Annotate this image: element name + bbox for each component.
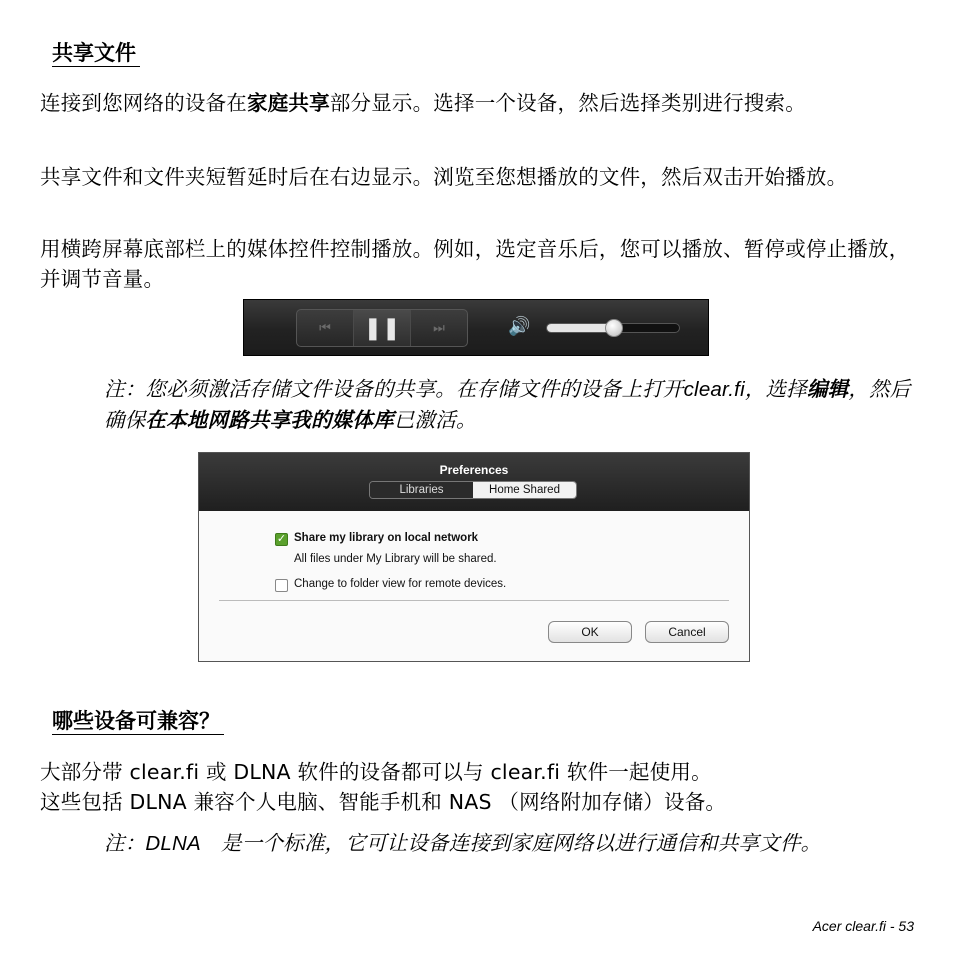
dialog-header bbox=[199, 453, 749, 511]
next-icon[interactable]: ⏭ bbox=[433, 320, 445, 336]
tab-libraries[interactable]: Libraries bbox=[370, 482, 473, 498]
text-span: 部分显示。选择一个设备，然后选择类别进行搜索。 bbox=[329, 91, 806, 115]
page-footer: Acer clear.fi - 53 bbox=[812, 918, 914, 934]
text-span: ，然后确保 bbox=[104, 377, 911, 432]
volume-icon[interactable]: 🔊 bbox=[508, 316, 531, 337]
dialog-title: Preferences bbox=[439, 463, 509, 477]
share-library-term: 在本地网路共享我的媒体库 bbox=[145, 408, 394, 432]
note-dlna bbox=[104, 828, 919, 859]
paragraph-shared-files: 共享文件和文件夹短暂延时后在右边显示。浏览至您想播放的文件，然后双击开始播放。 bbox=[40, 165, 848, 189]
preferences-dialog bbox=[198, 452, 750, 662]
prev-icon[interactable]: ⏮ bbox=[297, 310, 354, 346]
share-library-label: Share my library on local network bbox=[294, 532, 479, 544]
text-span: clear.fi bbox=[683, 378, 745, 401]
cancel-button[interactable]: Cancel bbox=[645, 621, 729, 643]
section-heading-share-files: 共享文件 bbox=[52, 40, 140, 67]
text-span: 是一个标准，它可让设备连接到家庭网络以进行通信和共享文件。 bbox=[221, 831, 822, 855]
paragraph-connect bbox=[40, 88, 920, 118]
volume-fill bbox=[547, 324, 613, 332]
media-control-bar bbox=[243, 299, 709, 356]
divider bbox=[219, 600, 729, 601]
text-span: 注： bbox=[104, 831, 146, 855]
volume-slider[interactable] bbox=[546, 323, 680, 333]
ok-button[interactable]: OK bbox=[548, 621, 632, 643]
note-enable-sharing bbox=[104, 374, 919, 435]
text-span: ，选择 bbox=[744, 377, 807, 401]
paragraph-compatible-1: 大部分带 clear.fi 或 DLNA 软件的设备都可以与 clear.fi 软件一起使用。 bbox=[40, 760, 712, 784]
folder-view-checkbox[interactable] bbox=[275, 579, 288, 592]
dialog-tabs bbox=[369, 481, 577, 499]
dialog-body bbox=[199, 511, 749, 661]
playback-controls bbox=[296, 309, 468, 347]
pause-icon[interactable]: ❚❚ bbox=[354, 310, 411, 346]
text-span: 注：您必须激活存储文件设备的共享。在存储文件的设备上打开 bbox=[104, 377, 684, 401]
text-span: DLNA bbox=[145, 832, 201, 855]
home-shared-term: 家庭共享 bbox=[247, 91, 330, 115]
volume-knob[interactable] bbox=[605, 319, 623, 337]
paragraph-compatible-2: 这些包括 DLNA 兼容个人电脑、智能手机和 NAS （网络附加存储）设备。 bbox=[40, 790, 727, 814]
edit-term: 编辑 bbox=[806, 377, 849, 401]
text-span: 连接到您网络的设备在 bbox=[40, 91, 247, 115]
section-heading-compatible-devices: 哪些设备可兼容？ bbox=[52, 708, 224, 735]
text-span: 已激活。 bbox=[393, 408, 477, 432]
tab-home-shared[interactable]: Home Shared bbox=[473, 482, 576, 498]
folder-view-label: Change to folder view for remote devices. bbox=[294, 578, 507, 590]
share-library-checkbox[interactable]: ✓ bbox=[276, 533, 287, 545]
share-library-sublabel: All files under My Library will be shared. bbox=[294, 553, 497, 565]
paragraph-media-controls: 用横跨屏幕底部栏上的媒体控件控制播放。例如，选定音乐后，您可以播放、暂停或停止播放，并调节音量。 bbox=[40, 237, 910, 291]
